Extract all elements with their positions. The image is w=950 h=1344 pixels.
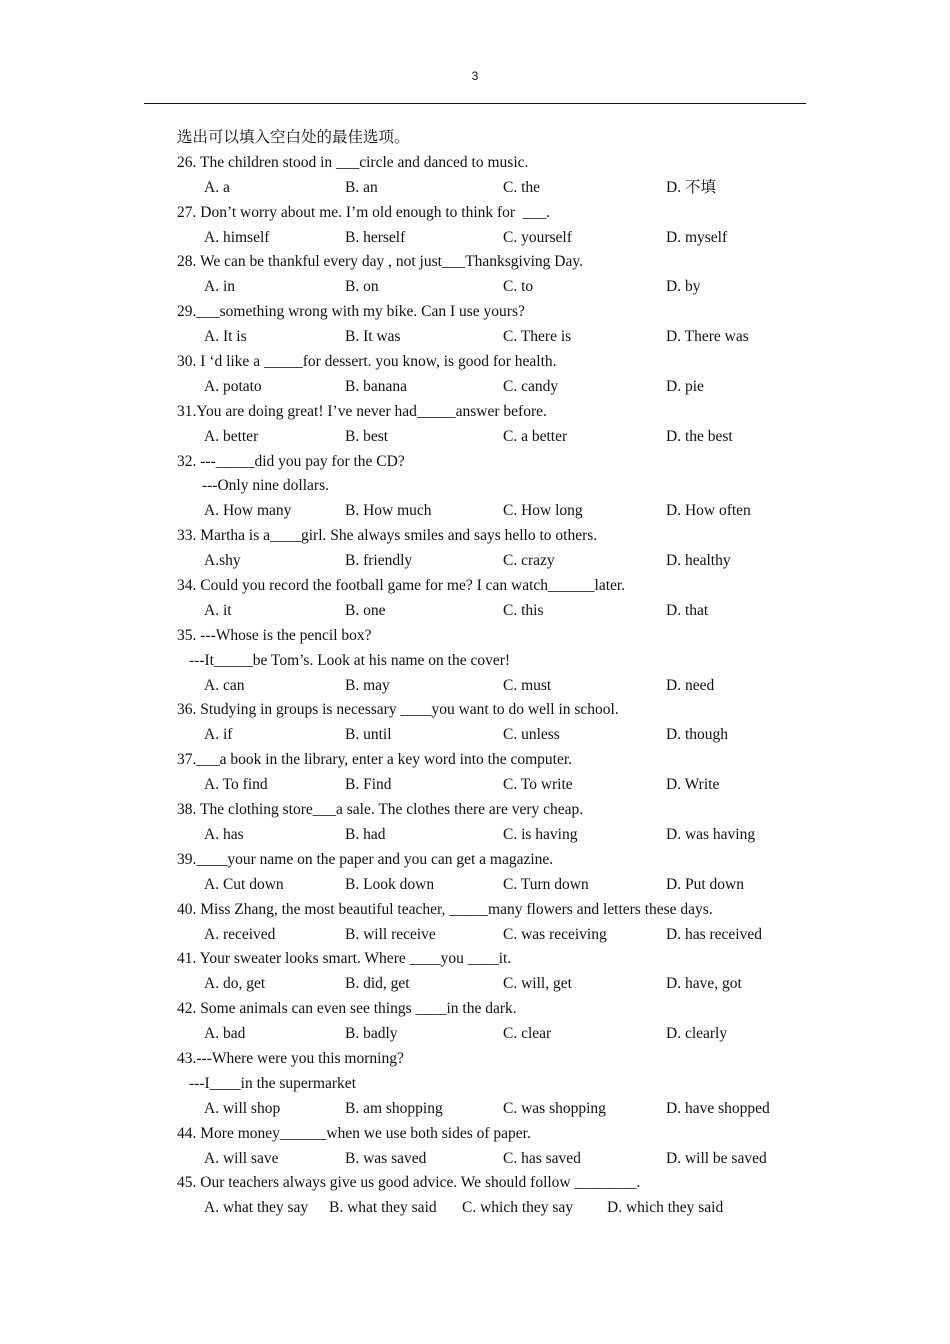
option-a: A. bad: [204, 1025, 246, 1043]
question-stem: 28. We can be thankful every day , not just___Thanksgiving Day.: [177, 253, 583, 271]
answer-options: [177, 823, 817, 848]
question-item: [177, 250, 817, 300]
question-list: [177, 126, 817, 1221]
answer-options: [177, 275, 817, 300]
answer-options: [177, 972, 817, 997]
option-a: A. better: [204, 427, 259, 445]
option-c: C. must: [503, 676, 552, 694]
question-item: [177, 1171, 817, 1221]
option-a: A. has: [204, 825, 244, 843]
option-d: D. that: [666, 601, 709, 619]
option-a: A. received: [204, 925, 276, 943]
option-b: B. may: [345, 676, 390, 694]
option-b: B. It was: [345, 328, 401, 346]
answer-options: [177, 425, 817, 450]
option-b: B. Find: [345, 776, 392, 794]
option-a: A. what they say: [204, 1199, 309, 1217]
question-item: [177, 400, 817, 450]
answer-options: [177, 325, 817, 350]
question-stem: 31.You are doing great! I’ve never had_____answer before.: [177, 402, 547, 420]
option-c: C. Turn down: [503, 875, 589, 893]
option-c: C. to: [503, 278, 534, 296]
option-d: D. need: [666, 676, 715, 694]
option-d: D. clearly: [666, 1025, 728, 1043]
question-item: [177, 350, 817, 400]
option-b: B. one: [345, 601, 386, 619]
option-a: A. Cut down: [204, 875, 284, 893]
answer-options: [177, 1147, 817, 1172]
question-item: [177, 574, 817, 624]
answer-options: [177, 1097, 817, 1122]
answer-options: [177, 176, 817, 201]
option-d: D. was having: [666, 825, 756, 843]
option-b: B. herself: [345, 228, 406, 246]
option-b: B. best: [345, 427, 389, 445]
question-item: [177, 748, 817, 798]
option-d: D. by: [666, 278, 701, 296]
option-b: B. what they said: [329, 1199, 437, 1217]
option-d: D. Write: [666, 776, 720, 794]
option-c: C. yourself: [503, 228, 572, 246]
option-d: D. Put down: [666, 875, 744, 893]
answer-options: [177, 226, 817, 251]
question-stem: 45. Our teachers always give us good advice. We should follow ________.: [177, 1174, 641, 1192]
instruction: 选出可以填入空白处的最佳选项。: [177, 129, 410, 146]
option-a: A. How many: [204, 502, 292, 520]
question-stem: 26. The children stood in ___circle and danced to music.: [177, 153, 529, 171]
option-d: D. though: [666, 726, 728, 744]
option-b: B. friendly: [345, 552, 413, 570]
question-item: [177, 997, 817, 1047]
option-a: A. will shop: [204, 1099, 281, 1117]
question-item: [177, 450, 817, 525]
question-stem: 40. Miss Zhang, the most beautiful teacher, _____many flowers and letters these days.: [177, 900, 713, 918]
question-item: [177, 898, 817, 948]
option-b: B. am shopping: [345, 1099, 443, 1117]
answer-options: [177, 549, 817, 574]
question-stem: 34. Could you record the football game for me? I can watch______later.: [177, 577, 626, 595]
answer-options: [177, 773, 817, 798]
option-a: A. It is: [204, 328, 247, 346]
option-c: C. this: [503, 601, 544, 619]
option-b: B. badly: [345, 1025, 398, 1043]
question-stem: 30. I ‘d like a _____for dessert. you know, is good for health.: [177, 353, 557, 371]
option-a: A. in: [204, 278, 235, 296]
option-a: A. To find: [204, 776, 268, 794]
question-stem: 44. More money______when we use both sides of paper.: [177, 1124, 531, 1142]
option-a: A. can: [204, 676, 245, 694]
option-a: A. if: [204, 726, 233, 744]
option-b: B. was saved: [345, 1149, 427, 1167]
question-item: [177, 698, 817, 748]
question-stem: 32. ---_____did you pay for the CD?: [177, 452, 405, 470]
answer-options: [177, 1196, 817, 1221]
option-a: A.shy: [204, 552, 241, 570]
option-b: B. an: [345, 178, 378, 196]
option-b: B. How much: [345, 502, 432, 520]
option-d: D. pie: [666, 377, 704, 395]
option-d: D. have, got: [666, 975, 742, 993]
answer-options: [177, 873, 817, 898]
question-item: [177, 151, 817, 201]
answer-options: [177, 499, 817, 524]
question-item: [177, 300, 817, 350]
question-item: [177, 624, 817, 699]
question-item: [177, 1047, 817, 1122]
answer-options: [177, 674, 817, 699]
option-d: D. has received: [666, 925, 762, 943]
option-c: C. the: [503, 178, 541, 196]
question-reply-line: ---I____in the supermarket: [189, 1074, 356, 1092]
questions-container: [177, 151, 817, 1221]
question-item: [177, 947, 817, 997]
answer-options: [177, 923, 817, 948]
option-b: B. will receive: [345, 925, 436, 943]
option-d: D. will be saved: [666, 1149, 767, 1167]
option-b: B. did, get: [345, 975, 410, 993]
option-a: A. it: [204, 601, 232, 619]
option-c: C. unless: [503, 726, 560, 744]
question-item: [177, 1122, 817, 1172]
question-stem: 38. The clothing store___a sale. The clothes there are very cheap.: [177, 801, 584, 819]
question-item: [177, 848, 817, 898]
question-stem: 29.___something wrong with my bike. Can I use yours?: [177, 303, 525, 321]
option-b: B. had: [345, 825, 386, 843]
option-c: C. candy: [503, 377, 559, 395]
page-number: 3: [471, 69, 479, 83]
option-b: B. Look down: [345, 875, 435, 893]
question-item: [177, 524, 817, 574]
question-item: [177, 201, 817, 251]
option-c: C. is having: [503, 825, 578, 843]
question-stem: 36. Studying in groups is necessary ____you want to do well in school.: [177, 701, 619, 719]
option-d: D. healthy: [666, 552, 731, 570]
question-stem: 41. Your sweater looks smart. Where ____you ____it.: [177, 950, 512, 968]
option-c: C. clear: [503, 1025, 552, 1043]
option-d: D. which they said: [607, 1199, 724, 1217]
option-a: A. potato: [204, 377, 262, 395]
option-b: B. on: [345, 278, 379, 296]
option-a: A. do, get: [204, 975, 266, 993]
option-d: D. the best: [666, 427, 733, 445]
option-c: C. was receiving: [503, 925, 607, 943]
option-c: C. was shopping: [503, 1099, 606, 1117]
option-d: D. How often: [666, 502, 751, 520]
header-rule: [144, 103, 806, 104]
option-c: C. will, get: [503, 975, 572, 993]
option-a: A. himself: [204, 228, 270, 246]
question-stem: 43.---Where were you this morning?: [177, 1049, 404, 1067]
option-c: C. crazy: [503, 552, 555, 570]
option-d: D. 不填: [666, 178, 716, 196]
question-stem: 37.___a book in the library, enter a key word into the computer.: [177, 751, 573, 769]
option-a: A. will save: [204, 1149, 279, 1167]
option-c: C. To write: [503, 776, 573, 794]
answer-options: [177, 599, 817, 624]
answer-options: [177, 375, 817, 400]
option-c: C. How long: [503, 502, 583, 520]
question-stem: 27. Don’t worry about me. I’m old enough to think for ___.: [177, 203, 550, 221]
option-c: C. which they say: [462, 1199, 574, 1217]
question-reply-line: ---Only nine dollars.: [202, 477, 329, 495]
option-a: A. a: [204, 178, 230, 196]
option-d: D. myself: [666, 228, 728, 246]
option-d: D. There was: [666, 328, 749, 346]
option-c: C. has saved: [503, 1149, 581, 1167]
question-stem: 42. Some animals can even see things ____in the dark.: [177, 1000, 517, 1018]
answer-options: [177, 723, 817, 748]
question-item: [177, 798, 817, 848]
question-stem: 35. ---Whose is the pencil box?: [177, 626, 372, 644]
question-reply-line: ---It_____be Tom’s. Look at his name on the cover!: [189, 651, 511, 669]
option-b: B. banana: [345, 377, 407, 395]
option-c: C. There is: [503, 328, 572, 346]
option-d: D. have shopped: [666, 1099, 770, 1117]
question-stem: 33. Martha is a____girl. She always smiles and says hello to others.: [177, 527, 598, 545]
question-stem: 39.____your name on the paper and you can get a magazine.: [177, 850, 554, 868]
option-c: C. a better: [503, 427, 568, 445]
answer-options: [177, 1022, 817, 1047]
option-b: B. until: [345, 726, 392, 744]
